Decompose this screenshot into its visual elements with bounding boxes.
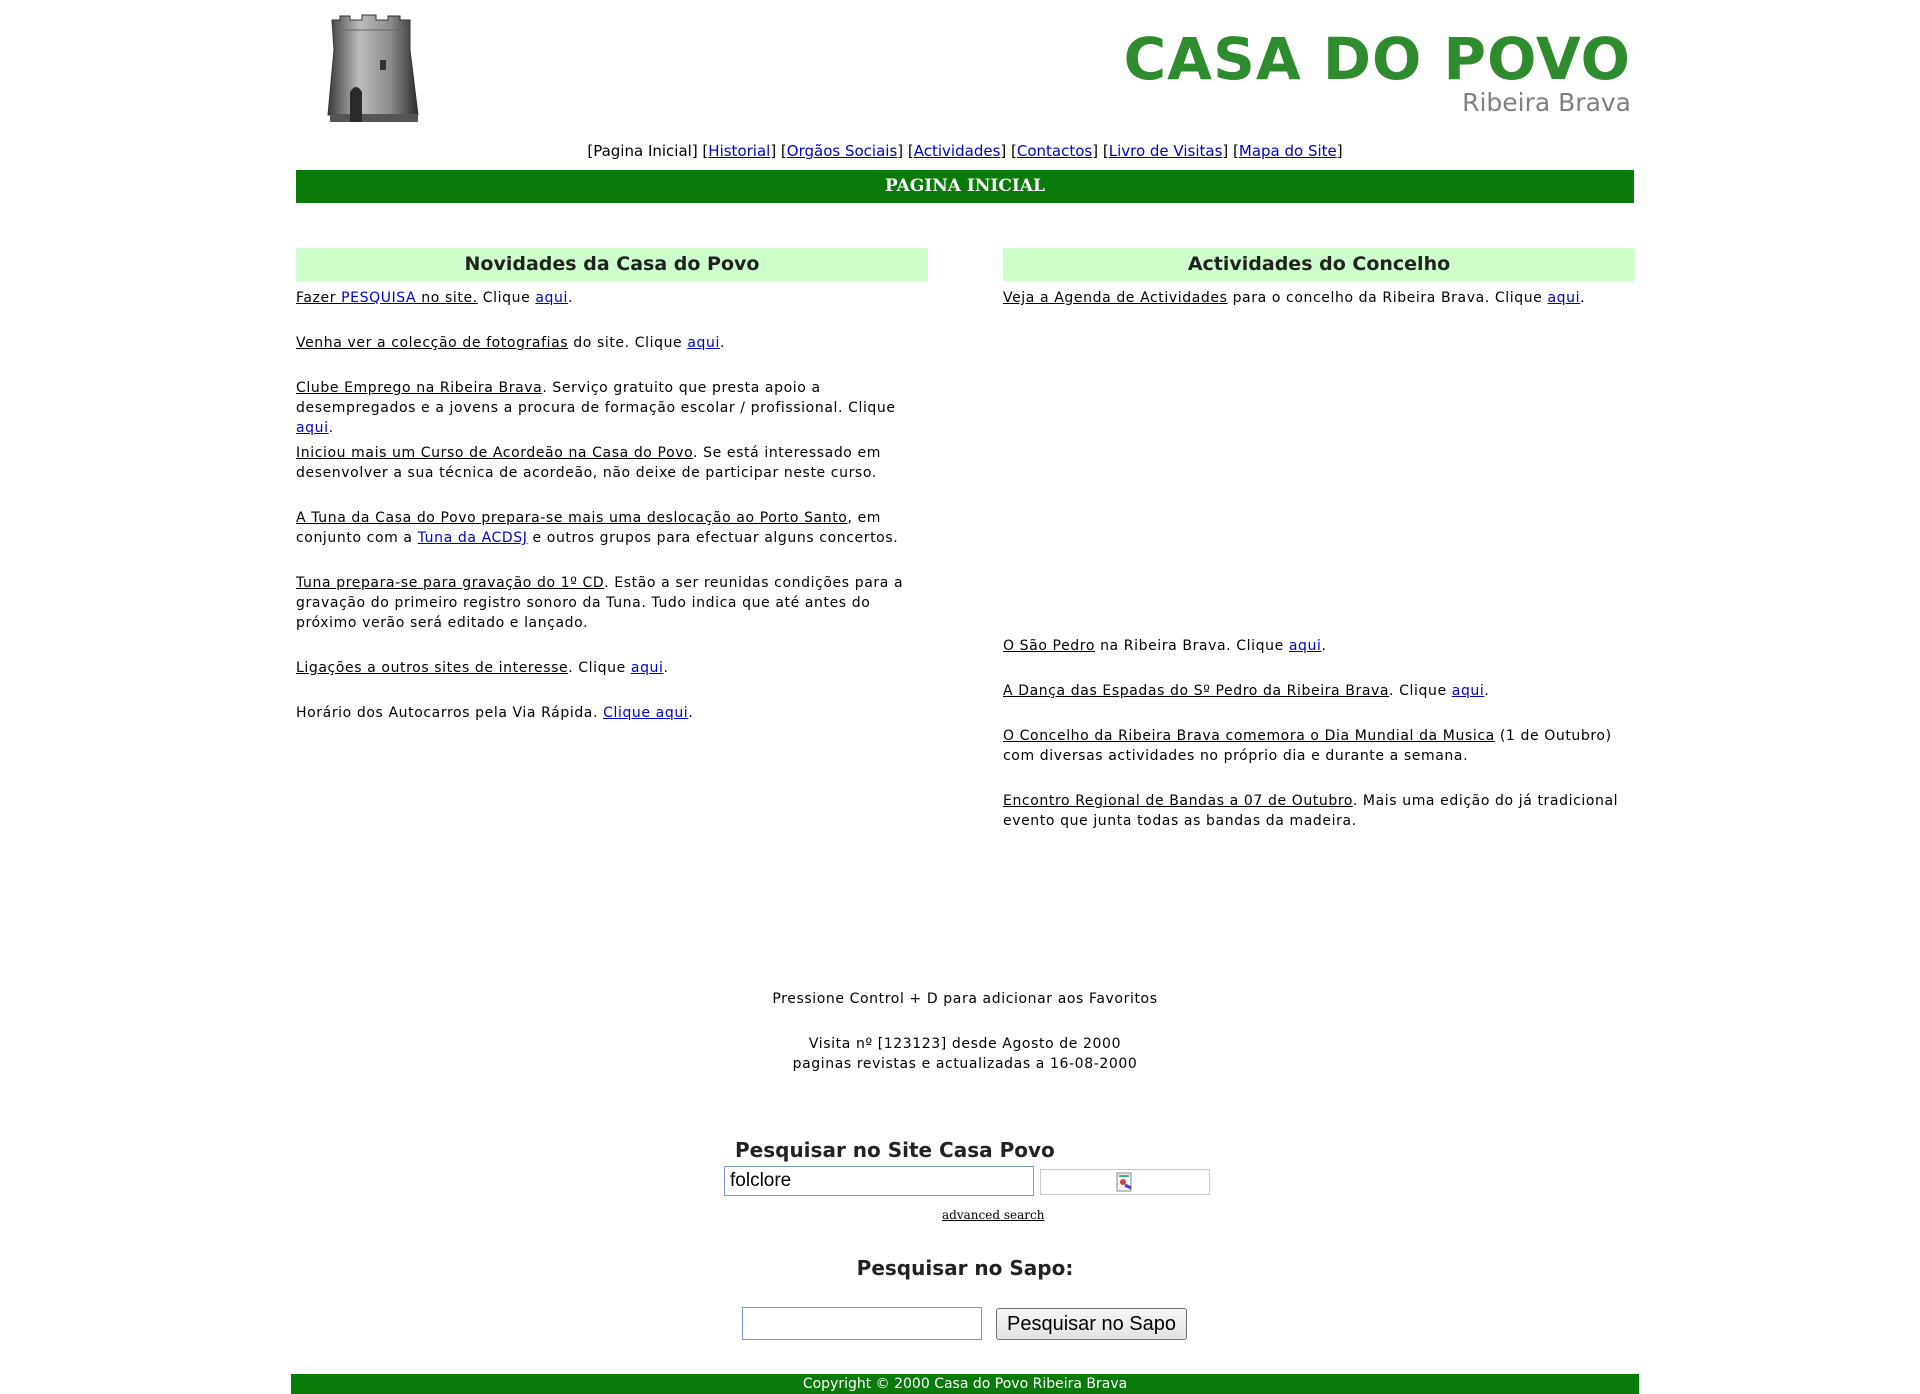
top-navigation: [Pagina Inicial] [Historial] [Orgãos Sociais] [Actividades] [Contactos] [Livro de Visitas] [Mapa do Site] [587,142,1343,160]
activities-column [1003,248,1635,281]
nav-link-livro-de-visitas[interactable]: Livro de Visitas [1108,142,1223,160]
sapo-search-input[interactable] [742,1307,982,1340]
news-item-autocarros: Horário dos Autocarros pela Via Rápida. Clique aqui. [296,705,694,721]
pesquisa-aqui-link[interactable]: aqui [535,290,568,306]
nav-link-mapa-do-site[interactable]: Mapa do Site [1238,142,1337,160]
visit-counter: Visita nº [123123] desde Agosto de 2000 [808,1036,1122,1052]
activity-item-danca-espadas: A Dança das Espadas do Sº Pedro da Ribeira Brava. Clique aqui. [1003,683,1490,699]
news-column [296,248,928,281]
nav-link-historial[interactable]: Historial [708,142,771,160]
news-item-tuna-porto-santo: A Tuna da Casa do Povo prepara-se mais uma deslocação ao Porto Santo, em conjunto com a Tuna da ACDSJ e outros grupos para efectuar alguns concertos. [296,510,899,546]
copyright-bar: Copyright © 2000 Casa do Povo Ribeira Brava [291,1374,1639,1394]
news-item-pesquisa: Fazer PESQUISA no site. Clique aqui. [296,290,574,306]
advanced-search-link[interactable]: advanced search [942,1208,1045,1222]
page-title-bar: PAGINA INICIAL [296,170,1634,203]
autocarros-clique-aqui-link[interactable]: Clique aqui [603,705,689,721]
nav-link-contactos[interactable]: Contactos [1016,142,1093,160]
ligacoes-aqui-link[interactable]: aqui [630,660,664,676]
news-heading: Novidades da Casa do Povo [296,248,928,281]
news-item-clube-emprego: Clube Emprego na Ribeira Brava. Serviço gratuito que presta apoio a desempregados e a jovens a procura de formação escolar / profissional. Clique aqui. [296,380,896,436]
activity-item-sao-pedro: O São Pedro na Ribeira Brava. Clique aqui. [1003,638,1327,654]
sapo-search-button[interactable]: Pesquisar no Sapo [996,1308,1187,1340]
pesquisa-link[interactable]: PESQUISA [341,290,417,306]
news-item-acordeao: Iniciou mais um Curso de Acordeão na Casa do Povo. Se está interessado em desenvolver a sua técnica de acordeão, não deixe de participar neste curso. [296,445,881,481]
favorites-hint: Pressione Control + D para adicionar aos Favoritos [772,991,1158,1007]
nav-item-pagina-inicial: Pagina Inicial [593,142,692,160]
fotografias-aqui-link[interactable]: aqui [687,335,720,351]
tuna-acdsj-link[interactable]: Tuna da ACDSJ [417,530,528,546]
site-logo-title: CASA DO POVO [1123,25,1631,93]
sao-pedro-aqui-link[interactable]: aqui [1288,638,1322,654]
danca-espadas-aqui-link[interactable]: aqui [1451,683,1485,699]
activity-item-agenda: Veja a Agenda de Actividades para o concelho da Ribeira Brava. Clique aqui. [1003,290,1586,306]
site-search-button[interactable] [1040,1169,1210,1195]
news-item-ligacoes: Ligações a outros sites de interesse. Clique aqui. [296,660,669,676]
tower-logo-image [310,10,435,128]
activity-item-dia-musica: O Concelho da Ribeira Brava comemora o Dia Mundial da Musica (1 de Outubro) com diversas actividades no próprio dia e durante a semana. [1003,728,1612,764]
site-logo-subtitle: Ribeira Brava [1462,88,1631,117]
site-search-title: Pesquisar no Site Casa Povo [735,1138,1055,1162]
sapo-search-title: Pesquisar no Sapo: [856,1256,1074,1280]
site-search-input[interactable]: folclore [724,1166,1034,1196]
news-item-tuna-cd: Tuna prepara-se para gravação do 1º CD. Estão a ser reunidas condições para a gravação do primeiro registro sonoro da Tuna. Tudo indica que até antes do próximo verão será editado e lançado. [296,575,904,631]
last-updated: paginas revistas e actualizadas a 16-08-2000 [792,1056,1138,1072]
agenda-aqui-link[interactable]: aqui [1547,290,1581,306]
broken-image-icon [1115,1172,1135,1192]
clube-emprego-aqui-link[interactable]: aqui [296,420,329,436]
nav-link-actividades[interactable]: Actividades [913,142,1001,160]
news-item-fotografias: Venha ver a colecção de fotografias do site. Clique aqui. [296,335,726,351]
activities-heading: Actividades do Concelho [1003,248,1635,281]
activity-item-encontro-bandas: Encontro Regional de Bandas a 07 de Outubro. Mais uma edição do já tradicional evento que junta todas as bandas da madeira. [1003,793,1619,829]
nav-link-orgaos-sociais[interactable]: Orgãos Sociais [786,142,898,160]
